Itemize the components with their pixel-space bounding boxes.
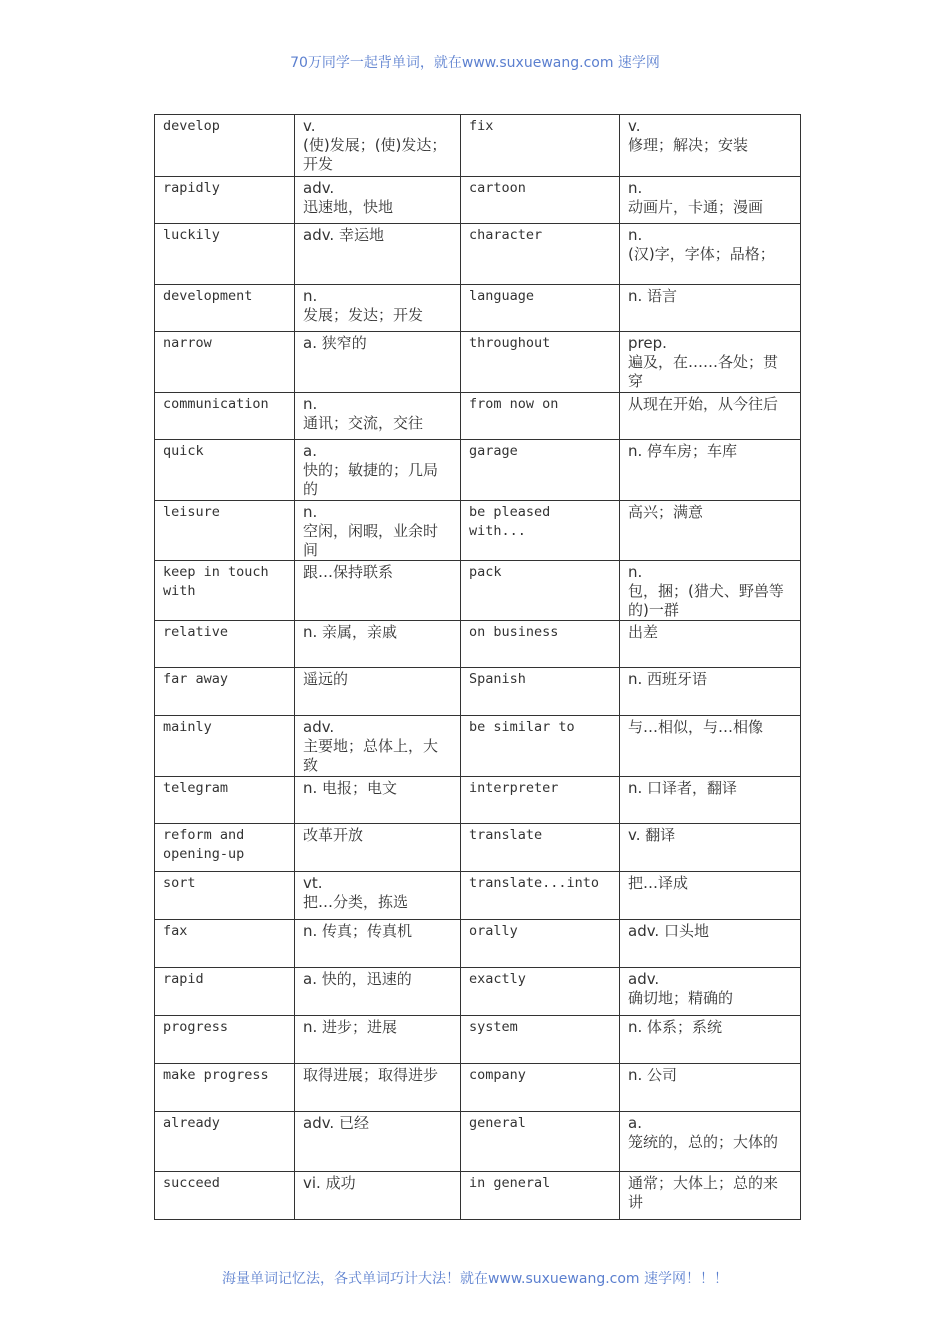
chinese-definition: v. 修理；解决；安装 [620, 115, 801, 177]
english-word: sort [155, 872, 295, 920]
english-word: rapid [155, 968, 295, 1016]
english-word: company [461, 1064, 620, 1112]
english-word: throughout [461, 332, 620, 393]
chinese-definition: n. 公司 [620, 1064, 801, 1112]
chinese-definition: 遥远的 [295, 668, 461, 716]
chinese-definition: a. 狭窄的 [295, 332, 461, 393]
chinese-definition: n. 停车房；车库 [620, 440, 801, 501]
table-row [155, 1016, 801, 1064]
page-footer-banner[interactable]: 海量单词记忆法，各式单词巧计大法！就在www.suxuewang.com 速学网！！！ [221, 1271, 729, 1287]
chinese-definition: n. 空闲，闲暇，业余时间 [295, 501, 461, 561]
english-word: general [461, 1112, 620, 1172]
chinese-definition: n. 进步；进展 [295, 1016, 461, 1064]
english-word: reform and opening-up [155, 824, 295, 872]
table-row [155, 1112, 801, 1172]
chinese-definition: adv. 口头地 [620, 920, 801, 968]
english-word: translate...into [461, 872, 620, 920]
english-word: Spanish [461, 668, 620, 716]
chinese-definition: 通常；大体上；总的来讲 [620, 1172, 801, 1220]
chinese-definition: a. 快的，迅速的 [295, 968, 461, 1016]
english-word: far away [155, 668, 295, 716]
chinese-definition: n. 通讯；交流，交往 [295, 393, 461, 440]
english-word: narrow [155, 332, 295, 393]
english-word: be similar to [461, 716, 620, 777]
english-word: develop [155, 115, 295, 177]
table-row [155, 285, 801, 332]
table-row [155, 501, 801, 561]
table-row [155, 393, 801, 440]
table-row [155, 224, 801, 285]
table-row [155, 332, 801, 393]
chinese-definition: v. (使)发展；(使)发达；开发 [295, 115, 461, 177]
chinese-definition: adv. 迅速地，快地 [295, 177, 461, 224]
english-word: communication [155, 393, 295, 440]
english-word: succeed [155, 1172, 295, 1220]
english-word: on business [461, 621, 620, 668]
chinese-definition: a. 快的；敏捷的；几局的 [295, 440, 461, 501]
english-word: leisure [155, 501, 295, 561]
table-row [155, 1172, 801, 1220]
chinese-definition: vi. 成功 [295, 1172, 461, 1220]
vocabulary-table [154, 114, 801, 1220]
chinese-definition: 出差 [620, 621, 801, 668]
chinese-definition: n. 语言 [620, 285, 801, 332]
chinese-definition: n. 传真；传真机 [295, 920, 461, 968]
english-word: development [155, 285, 295, 332]
chinese-definition: n. 亲属，亲戚 [295, 621, 461, 668]
table-row [155, 1064, 801, 1112]
chinese-definition: n. 动画片，卡通；漫画 [620, 177, 801, 224]
english-word: pack [461, 561, 620, 621]
table-row [155, 968, 801, 1016]
chinese-definition: adv. 确切地；精确的 [620, 968, 801, 1016]
english-word: language [461, 285, 620, 332]
english-word: already [155, 1112, 295, 1172]
english-word: from now on [461, 393, 620, 440]
chinese-definition: a. 笼统的，总的；大体的 [620, 1112, 801, 1172]
page-header-banner[interactable]: 70万同学一起背单词，就在www.suxuewang.com 速学网 [290, 55, 660, 71]
english-word: exactly [461, 968, 620, 1016]
chinese-definition: prep. 遍及，在……各处；贯穿 [620, 332, 801, 393]
table-row [155, 621, 801, 668]
english-word: in general [461, 1172, 620, 1220]
chinese-definition: 把…译成 [620, 872, 801, 920]
table-row [155, 716, 801, 777]
chinese-definition: 改革开放 [295, 824, 461, 872]
chinese-definition: 从现在开始，从今往后 [620, 393, 801, 440]
table-row [155, 115, 801, 177]
table-row [155, 920, 801, 968]
table-row [155, 777, 801, 824]
table-row [155, 872, 801, 920]
chinese-definition: 与…相似，与…相像 [620, 716, 801, 777]
english-word: quick [155, 440, 295, 501]
english-word: character [461, 224, 620, 285]
chinese-definition: adv. 主要地；总体上，大致 [295, 716, 461, 777]
chinese-definition: v. 翻译 [620, 824, 801, 872]
chinese-definition: n. (汉)字，字体；品格； [620, 224, 801, 285]
chinese-definition: n. 电报；电文 [295, 777, 461, 824]
chinese-definition: n. 口译者，翻译 [620, 777, 801, 824]
english-word: keep in touch with [155, 561, 295, 621]
english-word: orally [461, 920, 620, 968]
table-row [155, 824, 801, 872]
chinese-definition: 取得进展；取得进步 [295, 1064, 461, 1112]
table-row [155, 177, 801, 224]
english-word: mainly [155, 716, 295, 777]
english-word: fax [155, 920, 295, 968]
english-word: telegram [155, 777, 295, 824]
english-word: luckily [155, 224, 295, 285]
chinese-definition: n. 包，捆；(猎犬、野兽等的)一群 [620, 561, 801, 621]
english-word: rapidly [155, 177, 295, 224]
chinese-definition: 跟…保持联系 [295, 561, 461, 621]
chinese-definition: adv. 已经 [295, 1112, 461, 1172]
english-word: garage [461, 440, 620, 501]
english-word: system [461, 1016, 620, 1064]
english-word: be pleased with... [461, 501, 620, 561]
english-word: progress [155, 1016, 295, 1064]
chinese-definition: 高兴；满意 [620, 501, 801, 561]
english-word: relative [155, 621, 295, 668]
chinese-definition: n. 西班牙语 [620, 668, 801, 716]
table-row [155, 668, 801, 716]
table-row [155, 440, 801, 501]
english-word: interpreter [461, 777, 620, 824]
chinese-definition: n. 发展；发达；开发 [295, 285, 461, 332]
english-word: make progress [155, 1064, 295, 1112]
chinese-definition: adv. 幸运地 [295, 224, 461, 285]
english-word: fix [461, 115, 620, 177]
english-word: cartoon [461, 177, 620, 224]
table-row [155, 561, 801, 621]
chinese-definition: vt. 把…分类，拣选 [295, 872, 461, 920]
english-word: translate [461, 824, 620, 872]
chinese-definition: n. 体系；系统 [620, 1016, 801, 1064]
